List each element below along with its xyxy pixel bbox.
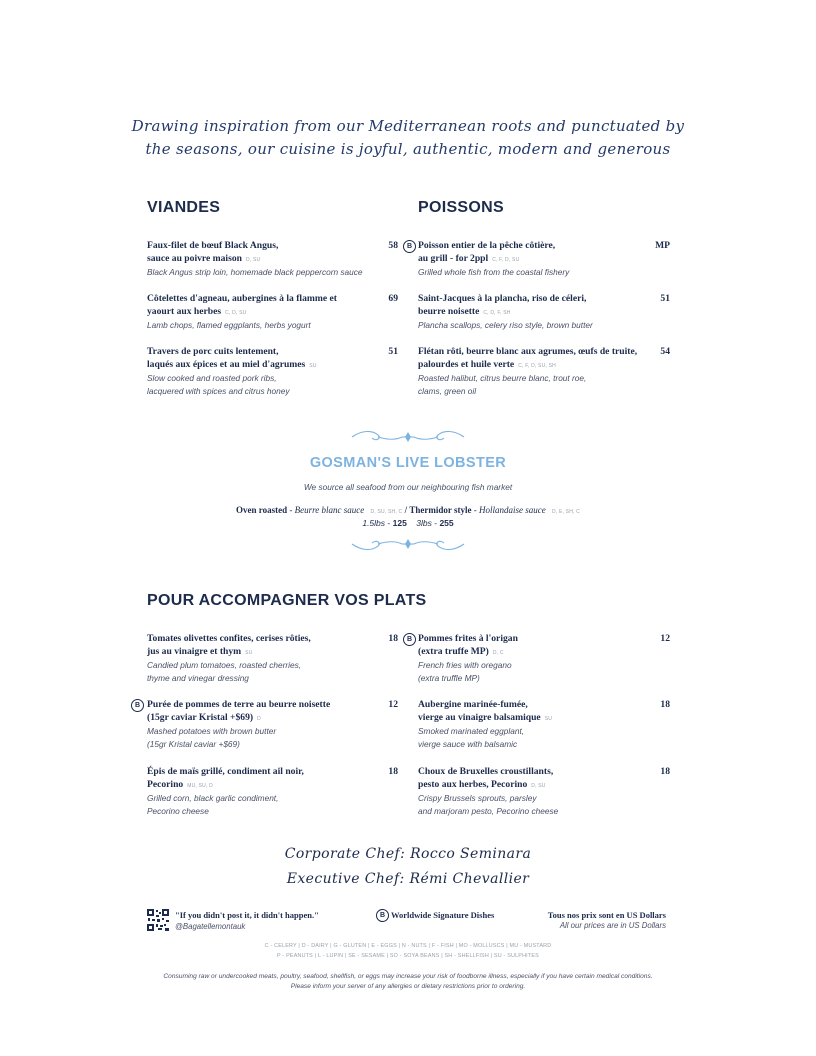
lobster-subtitle: We source all seafood from our neighbouring fish market: [303, 482, 513, 492]
item-description: Black Angus strip loin, homemade black peppercorn sauce: [147, 267, 363, 277]
item-description: Plancha scallops, celery riso style, brown butter: [418, 320, 593, 330]
menu-item: [147, 346, 399, 397]
item-name-line-2: au grill - for 2ppl: [418, 252, 489, 264]
signature-badge-icon: B: [131, 699, 144, 712]
item-name-line-2: laqués aux épices et au miel d'agrumes: [147, 358, 306, 370]
executive-chef: Executive Chef: Rémi Chevallier: [286, 871, 530, 887]
item-name-line-2: (extra truffe MP): [418, 645, 489, 657]
item-description-line-1: Candied plum tomatoes, roasted cherries,: [147, 660, 302, 670]
menu-item: [418, 699, 670, 750]
item-price: 18: [388, 633, 398, 644]
item-name-line-1: Travers de porc cuits lentement,: [147, 346, 279, 357]
size-2: 3lbs: [416, 518, 432, 528]
item-price: 18: [388, 766, 398, 777]
allergen-codes: D: [257, 715, 261, 722]
lobster-sizes: [0, 518, 816, 528]
item-name-line-2: vierge au vinaigre balsamique: [418, 711, 541, 723]
item-name-line-1: Choux de Bruxelles croustillants,: [418, 766, 554, 777]
item-price: 12: [388, 699, 398, 710]
item-description: Grilled whole fish from the coastal fishery: [418, 267, 570, 277]
allergen-codes: SU: [544, 715, 553, 722]
section-title-sides: POUR ACCOMPAGNER VOS PLATS: [147, 592, 427, 609]
item-name-line-1: Côtelettes d'agneau, aubergines à la flamme et: [147, 293, 337, 304]
option-2-name: Thermidor style: [409, 505, 472, 515]
item-price: MP: [655, 240, 670, 251]
option-2-dash: -: [473, 505, 477, 515]
ornament-divider-bottom: [348, 535, 468, 553]
item-name-line-1: Saint-Jacques à la plancha, riso de céleri,: [418, 293, 587, 304]
size-1-dash: -: [387, 518, 391, 528]
item-description-line-1: French fries with oregano: [418, 660, 512, 670]
item-description-line-2: thyme and vinegar dressing: [147, 672, 249, 683]
item-description-line-1: Grilled corn, black garlic condiment,: [147, 793, 279, 803]
section-title-poissons: POISSONS: [418, 199, 504, 216]
corporate-chef: Corporate Chef: Rocco Seminara: [284, 846, 532, 862]
item-description-line-2: (extra truffle MP): [418, 672, 480, 683]
item-description-line-2: and marjoram pesto, Pecorino cheese: [418, 805, 559, 816]
prices-note-fr: Tous nos prix sont en US Dollars: [547, 910, 666, 920]
lobster-title: GOSMAN'S LIVE LOBSTER: [309, 455, 507, 471]
footer-quote: "If you didn't post it, it didn't happen.": [175, 910, 319, 920]
item-name-line-1: Faux-filet de bœuf Black Angus,: [147, 240, 279, 251]
item-description-line-1: Slow cooked and roasted pork ribs,: [147, 373, 277, 383]
option-2-codes: D, E, SH, C: [551, 509, 580, 515]
item-price: 12: [660, 633, 670, 644]
menu-item: [418, 346, 678, 397]
item-description-line-2: vierge sauce with balsamic: [418, 738, 518, 749]
allergen-codes: SU: [245, 649, 253, 656]
menu-item: [147, 633, 399, 684]
item-description-line-1: Crispy Brussels sprouts, parsley: [418, 793, 537, 803]
signature-badge-icon: B: [403, 240, 416, 253]
signature-dishes-legend: Worldwide Signature Dishes: [391, 910, 495, 920]
item-price: 69: [388, 293, 398, 304]
option-separator: /: [404, 505, 408, 515]
menu-item: [147, 240, 399, 279]
allergen-codes: C, F, D, SU, SH: [518, 362, 556, 369]
allergen-codes: SU: [309, 362, 317, 369]
item-name-line-1: Purée de pommes de terre au beurre noisette: [147, 699, 331, 710]
instagram-handle[interactable]: @Bagatellemontauk: [175, 922, 246, 931]
item-name-line-2: Pecorino: [147, 778, 184, 790]
item-name-line-1: Flétan rôti, beurre blanc aux agrumes, œufs de truite,: [418, 346, 638, 357]
item-name-line-2: pesto aux herbes, Pecorino: [418, 778, 528, 790]
menu-item: [418, 240, 678, 279]
option-1-dash: -: [289, 505, 293, 515]
item-description-line-2: Pecorino cheese: [147, 805, 209, 816]
prices-note-en: All our prices are in US Dollars: [559, 921, 666, 930]
item-description-line-2: (15gr Kristal caviar +$69): [147, 738, 240, 749]
menu-item: [418, 766, 670, 817]
item-name-line-1: Aubergine marinée-fumée,: [418, 699, 528, 710]
section-title-viandes: VIANDES: [147, 199, 221, 216]
item-name-line-1: Épis de maïs grillé, condiment ail noir,: [147, 766, 304, 777]
allergen-legend-line-2: P - PEANUTS | L - LUPIN | SE - SESAME | SO - SOYA BEANS | SH - SHELLFISH | SU - SULPHITES: [277, 953, 539, 959]
item-name-line-2: (15gr caviar Kristal +$69): [147, 711, 254, 723]
allergen-codes: D, SU: [245, 256, 261, 263]
tagline-line-1: Drawing inspiration from our Mediterranean roots and punctuated by: [131, 117, 685, 135]
menu-item: [147, 766, 399, 817]
item-price: 58: [388, 240, 398, 251]
menu-item: [418, 293, 678, 332]
option-1-codes: D, SU, SH, C: [370, 509, 403, 515]
price-2: 255: [439, 518, 454, 528]
item-description-line-1: Roasted halibut, citrus beurre blanc, trout roe,: [418, 373, 587, 383]
ornament-divider-top: [348, 428, 468, 446]
qr-code-icon[interactable]: [147, 909, 169, 931]
allergen-codes: C, D, SU: [225, 309, 247, 316]
allergen-codes: D, C: [492, 649, 504, 656]
disclaimer-line-2: Please inform your server of any allergies or dietary restrictions prior to ordering.: [290, 983, 526, 990]
lobster-options: [0, 505, 816, 515]
size-2-dash: -: [434, 518, 438, 528]
tagline-line-2: the seasons, our cuisine is joyful, authentic, modern and generous: [145, 140, 671, 158]
item-name-line-1: Tomates olivettes confites, cerises rôties,: [147, 633, 311, 644]
option-1-sauce: Beurre blanc sauce: [294, 505, 365, 515]
item-description-line-1: Smoked marinated eggplant,: [418, 726, 525, 736]
item-name-line-1: Pommes frites à l'origan: [418, 633, 518, 644]
menu-item: [147, 293, 399, 332]
item-price: 54: [660, 346, 670, 357]
allergen-legend-line-1: C - CELERY | D - DAIRY | G - GLUTEN | E - EGGS | N - NUTS | F - FISH | MO - MOLLUSCS | MU - MUSTARD: [264, 943, 552, 949]
option-1-name: Oven roasted: [236, 505, 288, 515]
allergen-codes: D, SU: [531, 782, 546, 789]
allergen-codes: C, F, D, SU: [492, 256, 520, 263]
signature-badge-icon: B: [376, 909, 389, 922]
size-1: 1.5lbs: [362, 518, 386, 528]
menu-item: [147, 699, 399, 750]
item-price: 51: [660, 293, 670, 304]
item-price: 18: [660, 699, 670, 710]
item-name-line-2: beurre noisette: [418, 305, 480, 317]
item-name-line-2: sauce au poivre maison: [147, 252, 242, 264]
item-description-line-2: clams, green oil: [418, 385, 477, 396]
item-price: 18: [660, 766, 670, 777]
item-price: 51: [388, 346, 398, 357]
item-name-line-1: Poisson entier de la pêche côtière,: [418, 240, 556, 251]
price-1: 125: [392, 518, 407, 528]
item-description-line-2: lacquered with spices and citrus honey: [147, 385, 290, 396]
item-name-line-2: palourdes et huile verte: [418, 358, 515, 370]
disclaimer-line-1: Consuming raw or undercooked meats, poultry, seafood, shellfish, or eggs may increase your risk of foodborne illness, especially if you have certain medical conditions.: [163, 973, 653, 980]
item-name-line-2: yaourt aux herbes: [147, 305, 222, 317]
signature-badge-icon: B: [403, 633, 416, 646]
item-description: Lamb chops, flamed eggplants, herbs yogurt: [147, 320, 311, 330]
item-name-line-2: jus au vinaigre et thym: [147, 645, 242, 657]
allergen-codes: MU, SU, D: [187, 782, 213, 789]
option-2-sauce: Hollandaise sauce: [478, 505, 546, 515]
menu-item: [418, 633, 670, 684]
item-description-line-1: Mashed potatoes with brown butter: [147, 726, 277, 736]
allergen-codes: C, D, F, SH: [483, 309, 511, 316]
